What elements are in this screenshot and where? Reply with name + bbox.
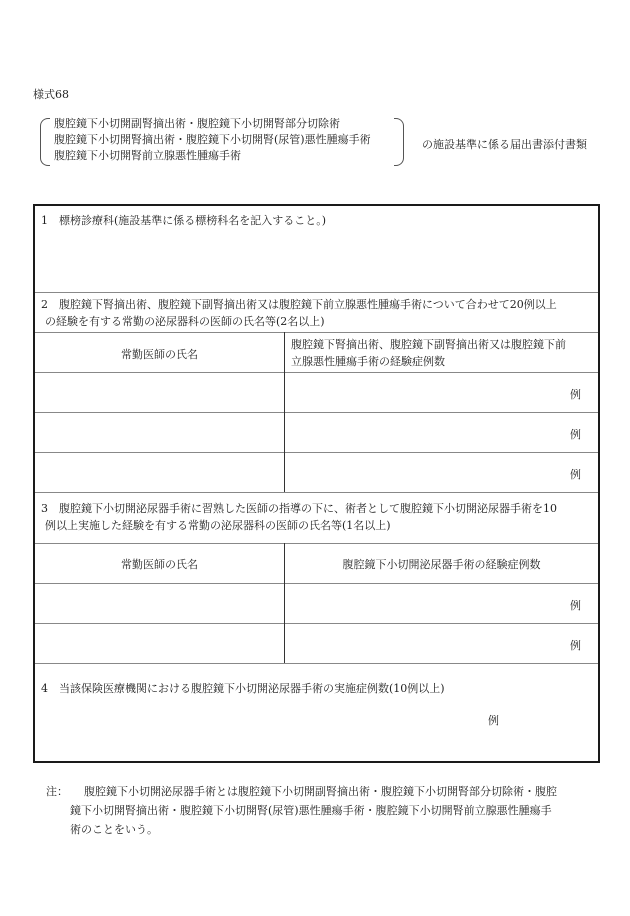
section-2-row-3-name[interactable] bbox=[35, 453, 284, 492]
note-label: 注： bbox=[46, 785, 68, 798]
unit-label: 例 bbox=[488, 714, 499, 727]
section-2-row-1-name[interactable] bbox=[35, 373, 284, 412]
title-suffix: の施設基準に係る届出書添付書類 bbox=[422, 138, 587, 151]
procedure-line-2: 腹腔鏡下小切開腎摘出術・腹腔鏡下小切開腎(尿管)悪性腫瘍手術 bbox=[54, 133, 371, 146]
section-2-col-name: 常勤医師の氏名 bbox=[121, 348, 198, 361]
column-divider bbox=[284, 332, 285, 492]
note-line-2: 鏡下小切開腎摘出術・腹腔鏡下小切開腎(尿管)悪性腫瘍手術・腹腔鏡下小切開腎前立腺悪性腫瘍手 bbox=[70, 804, 552, 817]
procedure-line-1: 腹腔鏡下小切開副腎摘出術・腹腔鏡下小切開腎部分切除術 bbox=[54, 117, 340, 130]
divider bbox=[35, 543, 598, 544]
divider bbox=[35, 663, 598, 664]
unit-label: 例 bbox=[570, 639, 581, 652]
right-brace bbox=[394, 118, 404, 166]
unit-label: 例 bbox=[570, 468, 581, 481]
section-3-row-2-count[interactable] bbox=[285, 624, 598, 663]
section-2-heading bbox=[41, 296, 557, 330]
section-1-input[interactable] bbox=[35, 230, 598, 292]
note-line-1: 腹腔鏡下小切開泌尿器手術とは腹腔鏡下小切開副腎摘出術・腹腔鏡下小切開腎部分切除術・腹腔 bbox=[84, 785, 557, 798]
section-2-col-count-line2: 立腺悪性腫瘍手術の経験症例数 bbox=[291, 355, 445, 368]
form-number: 様式68 bbox=[33, 88, 69, 101]
section-2-row-2-name[interactable] bbox=[35, 413, 284, 452]
section-4-heading: 4 当該保険医療機関における腹腔鏡下小切開泌尿器手術の実施症例数(10例以上) bbox=[41, 682, 445, 695]
procedure-list bbox=[54, 116, 371, 164]
section-4-input[interactable] bbox=[35, 701, 598, 761]
section-1-heading: 1 標榜診療科(施設基準に係る標榜科名を記入すること。) bbox=[41, 214, 327, 227]
unit-label: 例 bbox=[570, 599, 581, 612]
section-3-col-count: 腹腔鏡下小切開泌尿器手術の経験症例数 bbox=[342, 558, 541, 571]
left-brace bbox=[40, 118, 50, 166]
section-3-heading-line1: 3 腹腔鏡下小切開泌尿器手術に習熟した医師の指導の下に、術者として腹腔鏡下小切開泌尿器手術を10 bbox=[41, 502, 557, 515]
document-title bbox=[40, 116, 600, 168]
procedure-line-3: 腹腔鏡下小切開腎前立腺悪性腫瘍手術 bbox=[54, 149, 241, 162]
divider bbox=[35, 332, 598, 333]
section-3-row-1-count[interactable] bbox=[285, 584, 598, 623]
section-2-heading-line2: の経験を有する常勤の泌尿器科の医師の氏名等(2名以上) bbox=[45, 315, 325, 328]
unit-label: 例 bbox=[570, 388, 581, 401]
section-2-col-count bbox=[291, 336, 566, 370]
section-2-row-1-count[interactable] bbox=[285, 373, 598, 412]
divider bbox=[35, 492, 598, 493]
form-table bbox=[33, 204, 600, 763]
note-line-3: 術のことをいう。 bbox=[70, 823, 158, 836]
column-divider bbox=[284, 543, 285, 663]
section-3-row-2-name[interactable] bbox=[35, 624, 284, 663]
section-2-col-count-line1: 腹腔鏡下腎摘出術、腹腔鏡下副腎摘出術又は腹腔鏡下前 bbox=[291, 338, 566, 351]
section-3-row-1-name[interactable] bbox=[35, 584, 284, 623]
section-2-heading-line1: 2 腹腔鏡下腎摘出術、腹腔鏡下副腎摘出術又は腹腔鏡下前立腺悪性腫瘍手術について合わせて20例以上 bbox=[41, 298, 557, 311]
section-2-row-2-count[interactable] bbox=[285, 413, 598, 452]
section-2-row-3-count[interactable] bbox=[285, 453, 598, 492]
divider bbox=[35, 292, 598, 293]
section-3-heading bbox=[41, 500, 557, 534]
section-3-col-name: 常勤医師の氏名 bbox=[121, 558, 198, 571]
note-body bbox=[70, 782, 604, 839]
unit-label: 例 bbox=[570, 428, 581, 441]
section-3-heading-line2: 例以上実施した経験を有する常勤の泌尿器科の医師の氏名等(1名以上) bbox=[45, 519, 391, 532]
